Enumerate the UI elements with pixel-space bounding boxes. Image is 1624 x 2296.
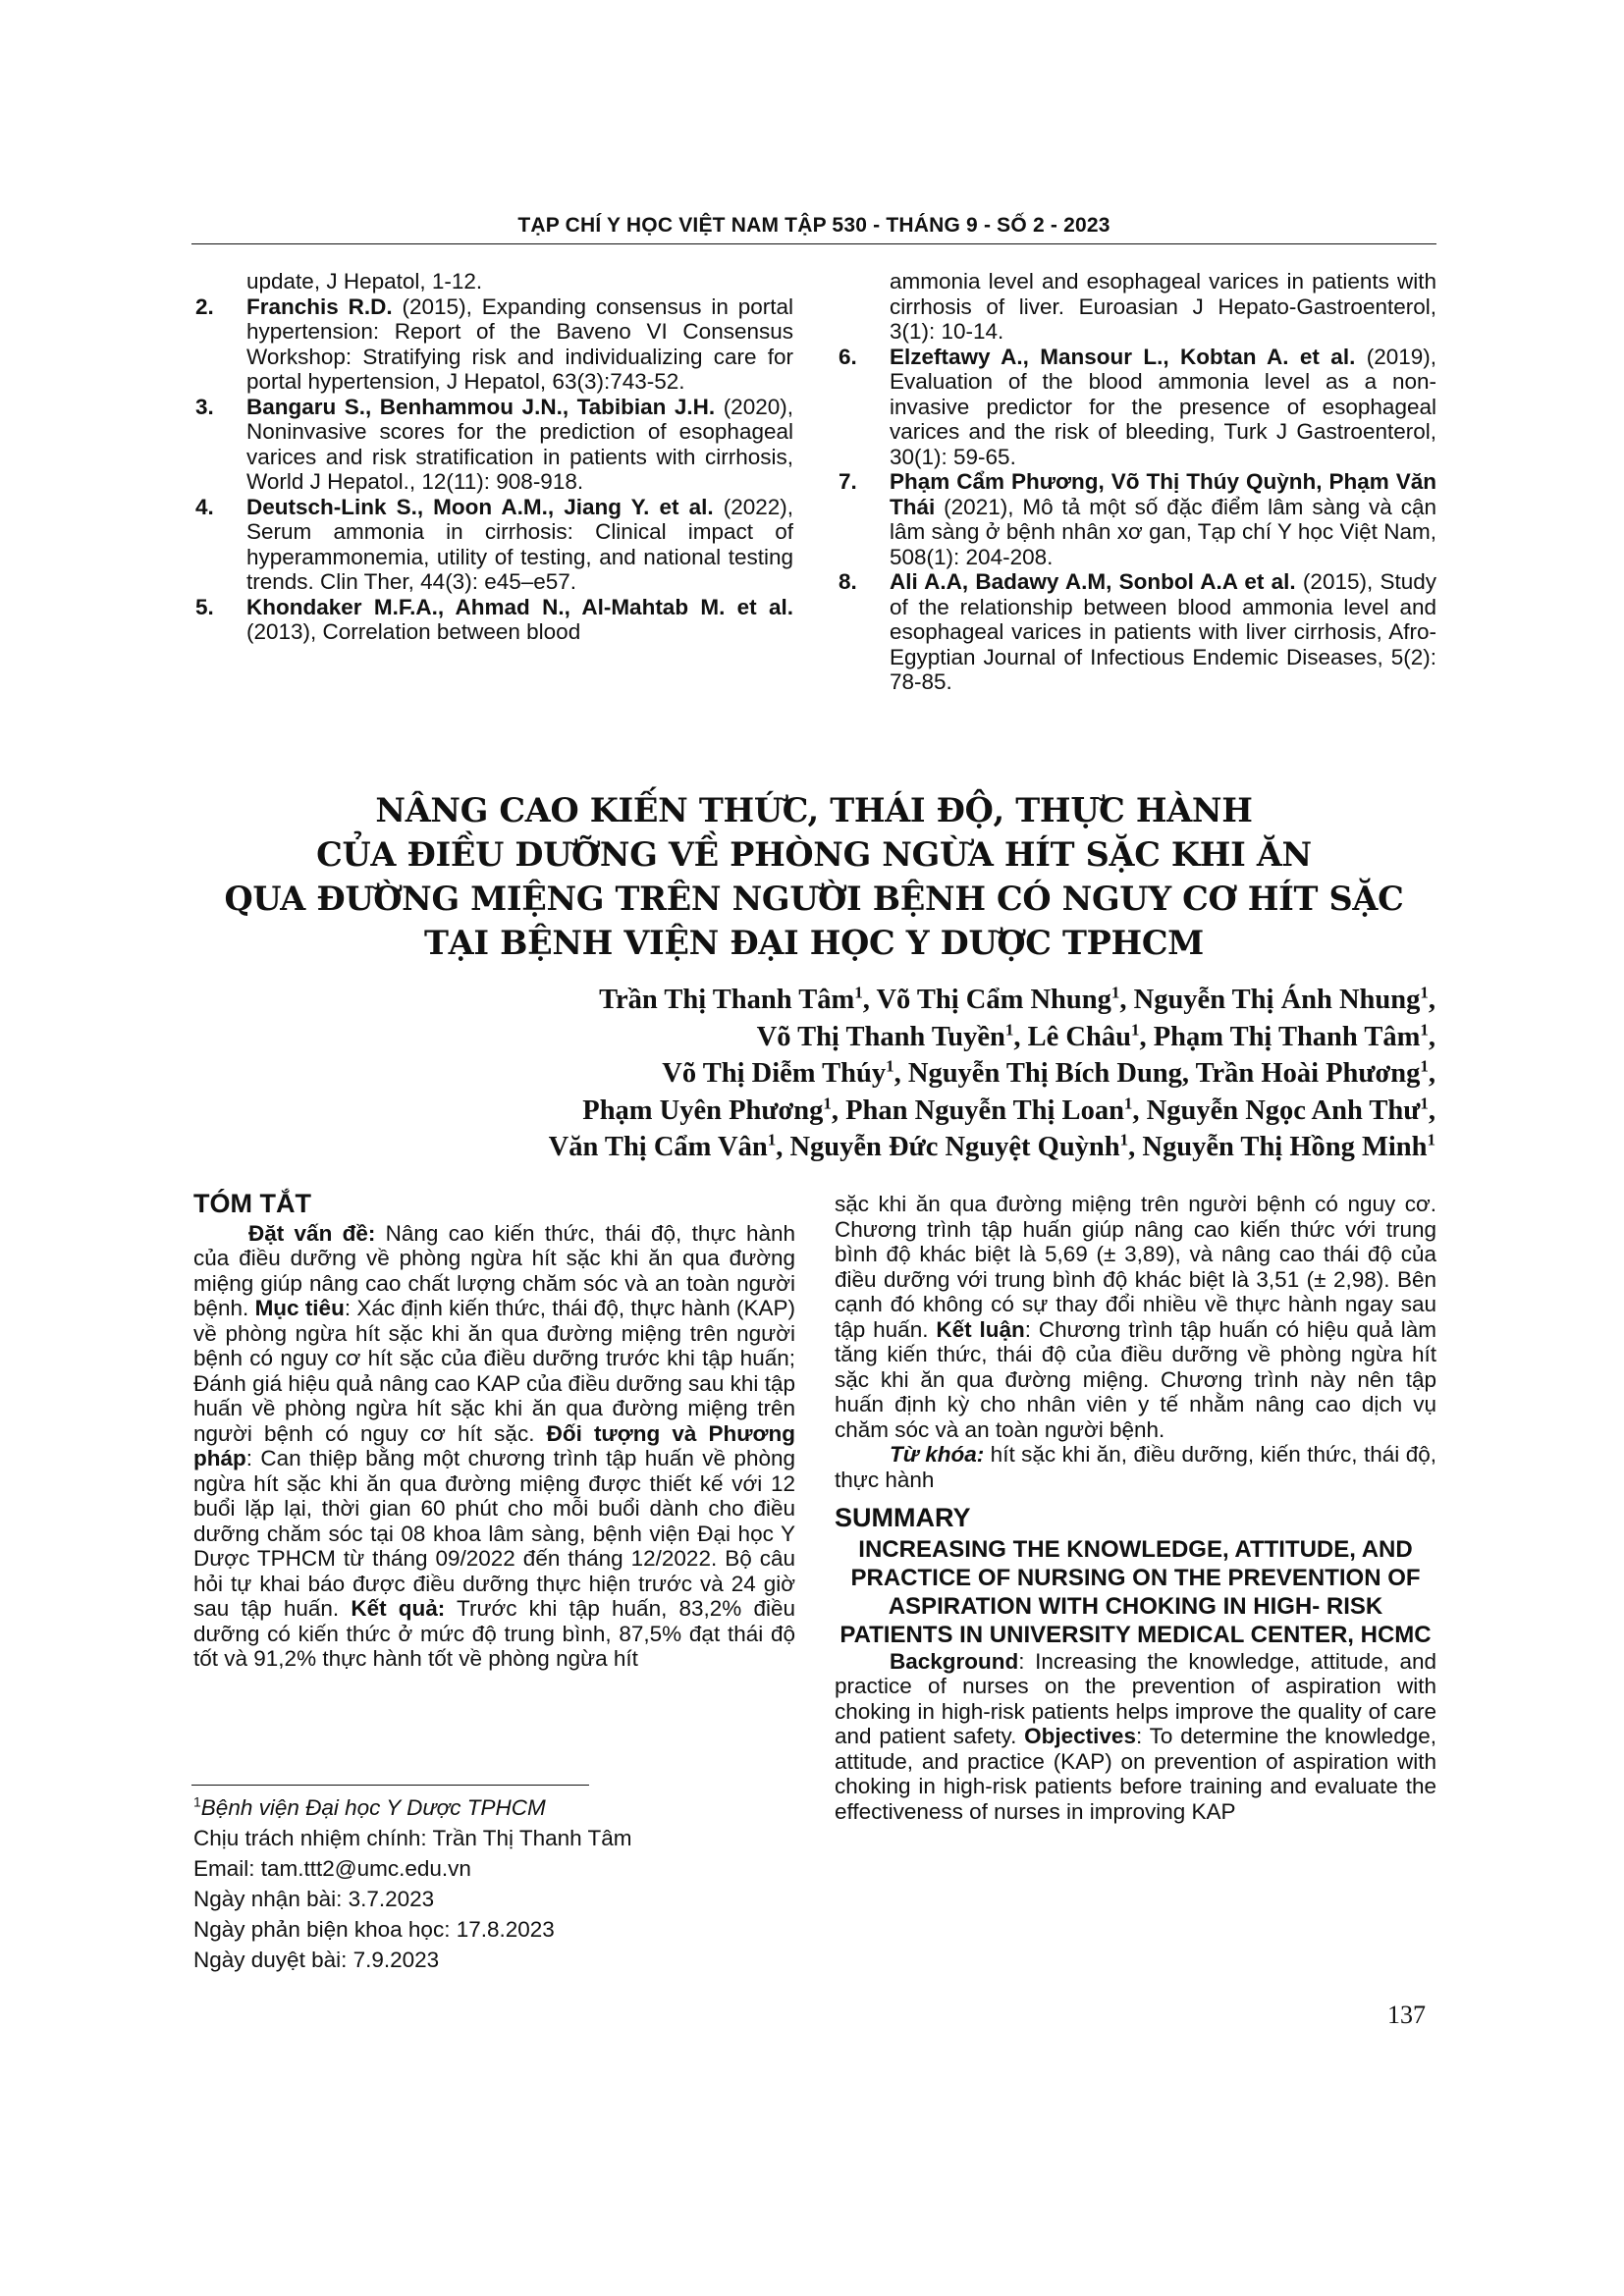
accepted-date: Ngày duyệt bài: 7.9.2023 [193, 1948, 440, 1972]
author-name: Nguyễn Ngọc Anh Thư [1146, 1095, 1421, 1126]
abstract-paragraph: sặc khi ăn qua đường miệng trên người bệnh có nguy cơ. Chương trình tập huấn giúp nâng cao kiến thức với trung bình độ khác biệt là 5,69 (± 3,89), và nâng cao thái độ của điều dưỡng với trung bình độ khác biệt là 3,51 (± 2,98). Bên cạnh đó không có sự thay đổi nhiều về thực hành ngay sau tập huấn. Kết luận: Chương trình tập huấn có hiệu quả làm tăng kiến thức, thái độ của điều dưỡng về phòng ngừa hít sặc khi ăn qua đường miệng. Chương trình này nên tập huấn định kỳ cho nhân viên y tế nhằm nâng cao dịch vụ chăm sóc và an toàn người bệnh. [835, 1192, 1436, 1442]
reference-item: 2. Franchis R.D. (2015), Expanding consensus in portal hypertension: Report of the Baveno VI Consensus Workshop: Stratifying risk and individualizing care for portal hypertension, J Hepatol, 63(3):743-52. [195, 294, 794, 394]
reference-item: 4. Deutsch-Link S., Moon A.M., Jiang Y. et al. (2022), Serum ammonia in cirrhosis: Clinical impact of hyperammonemia, utility of testing, and national testing trends. Clin Ther, 44(3): e45–e57. [195, 494, 793, 594]
footnote-rule [191, 1785, 589, 1786]
author-name: Phan Nguyễn Thị Loan [845, 1095, 1124, 1126]
received-date: Ngày nhận bài: 3.7.2023 [193, 1887, 435, 1911]
reference-authors: Khondaker M.F.A., Ahmad N., Al-Mahtab M. et al. [246, 594, 793, 619]
summary-paragraph: Background: Increasing the knowledge, attitude, and practice of nurses on the prevention of aspiration with choking in high-risk patients helps improve the quality of care and patient safety. Objectives: To determine the knowledge, attitude, and practice (KAP) on prevention of aspiration with choking in high-risk patients before training and evaluate the effectiveness of nurses in improving KAP [835, 1648, 1436, 1824]
reference-authors: Ali A.A, Badawy A.M, Sonbol A.A et al. [890, 569, 1296, 594]
corresponding-author: Chịu trách nhiệm chính: Trần Thị Thanh Tâm [193, 1826, 632, 1850]
author-name: Nguyễn Đức Nguyệt Quỳnh [789, 1132, 1120, 1162]
author-name: Trần Thị Thanh Tâm [599, 985, 855, 1015]
author-name: Võ Thị Thanh Tuyền [756, 1021, 1005, 1052]
affiliation-note: $^1$Bệnh viện Đại học Y Dược TPHCM [193, 1793, 546, 1820]
author-name: Nguyễn Thị Hồng Minh [1142, 1132, 1428, 1162]
author-name: Lê Châu [1027, 1021, 1131, 1052]
title-line: TẠI BỆNH VIỆN ĐẠI HỌC Y DƯỢC TPHCM [424, 924, 1204, 962]
author-name: Nguyễn Thị Ánh Nhung [1133, 985, 1421, 1015]
abstract-left [193, 1189, 796, 1672]
reference-authors: Phạm Cẩm Phương, Võ Thị Thúy Quỳnh, Phạm Văn Thái [890, 469, 1436, 519]
author-name: Phạm Uyên Phương [582, 1095, 824, 1126]
keywords: Từ khóa: hít sặc khi ăn, điều dưỡng, kiến thức, thái độ, thực hành [835, 1442, 1436, 1492]
reference-item: 5. Khondaker M.F.A., Ahmad N., Al-Mahtab M. et al. (2013), Correlation between blood [195, 594, 793, 644]
references-right [835, 269, 1436, 695]
author-name: Võ Thị Diễm Thúy [662, 1058, 887, 1089]
page-number: 137 [1387, 2001, 1426, 2029]
author-name: Nguyễn Thị Bích Dung [907, 1058, 1182, 1089]
abstract-heading: TÓM TẮT [193, 1189, 311, 1218]
reference-authors: Elzeftawy A., Mansour L., Kobtan A. et al. [890, 344, 1356, 369]
journal-header: TẠP CHÍ Y HỌC VIỆT NAM TẬP 530 - THÁNG 9 - SỐ 2 - 2023 [517, 214, 1110, 237]
reference-item: 8. Ali A.A, Badawy A.M, Sonbol A.A et al. (2015), Study of the relationship between blood ammonia level and esophageal varices in patients with liver cirrhosis, Afro-Egyptian Journal of Infectious Endemic Diseases, 5(2): 78-85. [839, 569, 1437, 694]
author-list: Trần Thị Thanh Tâm$^1$, Võ Thị Cẩm Nhung$^1$, Nguyễn Thị Ánh Nhung$^1$, Võ Thị Thanh Tuyền$^1$, Lê Châu$^1$, Phạm Thị Thanh Tâm$^1$, Võ Thị Diễm Thúy$^1$, Nguyễn Thị Bích Dung, Trần Hoài Phương$^1$, Phạm Uyên Phương$^1$, Phan Nguyễn Thị Loan$^1$, Nguyễn Ngọc Anh Thư$^1$, Văn Thị Cẩm Vân$^1$, Nguyễn Đức Nguyệt Quỳnh$^1$, Nguyễn Thị Hồng Minh$^1$ [548, 983, 1435, 1162]
summary-heading: SUMMARY [835, 1503, 971, 1532]
title-line: NÂNG CAO KIẾN THỨC, THÁI ĐỘ, THỰC HÀNH [375, 791, 1253, 829]
footnotes [193, 1792, 783, 1975]
references-left [191, 269, 793, 645]
reference-authors: Franchis R.D. [246, 294, 393, 319]
article-title [191, 788, 1436, 965]
reference-authors: Bangaru S., Benhammou J.N., Tabibian J.H. [246, 394, 716, 419]
reference-item: 6. Elzeftawy A., Mansour L., Kobtan A. et al. (2019), Evaluation of the blood ammonia level as a non-invasive predictor for the presence of esophageal varices and the risk of bleeding, Turk J Gastroenterol, 30(1): 59-65. [839, 344, 1437, 469]
reference-item: update, J Hepatol, 1-12. [246, 269, 483, 294]
reference-item: ammonia level and esophageal varices in patients with cirrhosis of liver. Euroasian J Hepato-Gastroenterol, 3(1): 10-14. [890, 269, 1436, 344]
abstract-right [835, 1192, 1436, 1824]
author-name: Trần Hoài Phương [1195, 1058, 1421, 1089]
title-line: QUA ĐƯỜNG MIỆNG TRÊN NGƯỜI BỆNH CÓ NGUY CƠ HÍT SẶC [224, 880, 1404, 918]
author-name: Văn Thị Cẩm Vân [548, 1132, 768, 1162]
reference-authors: Deutsch-Link S., Moon A.M., Jiang Y. et al. [246, 494, 714, 519]
author-name: Võ Thị Cẩm Nhung [876, 985, 1111, 1015]
author-name: Phạm Thị Thanh Tâm [1153, 1021, 1421, 1052]
header-rule [191, 243, 1436, 244]
title-line: CỦA ĐIỀU DƯỠNG VỀ PHÒNG NGỪA HÍT SẶC KHI ĂN [316, 835, 1312, 874]
reference-item: 7. Phạm Cẩm Phương, Võ Thị Thúy Quỳnh, Phạm Văn Thái (2021), Mô tả một số đặc điểm lâm sàng và cận lâm sàng ở bệnh nhân xơ gan, Tạp chí Y học Việt Nam, 508(1): 204-208. [839, 469, 1436, 569]
review-date: Ngày phản biện khoa học: 17.8.2023 [193, 1917, 555, 1942]
reference-item: 3. Bangaru S., Benhammou J.N., Tabibian J.H. (2020), Noninvasive scores for the prediction of esophageal varices and risk stratification in patients with cirrhosis, World J Hepatol., 12(11): 908-918. [195, 394, 793, 494]
summary-title: INCREASING THE KNOWLEDGE, ATTITUDE, AND PRACTICE OF NURSING ON THE PREVENTION OF ASPIRATION WITH CHOKING IN HIGH- RISK PATIENTS IN UNIVERSITY MEDICAL CENTER, HCMC [839, 1535, 1432, 1648]
abstract-paragraph: Đặt vấn đề: Nâng cao kiến thức, thái độ, thực hành của điều dưỡng về phòng ngừa hít sặc khi ăn qua đường miệng giúp nâng cao chất lượng chăm sóc và an toàn người bệnh. Mục tiêu: Xác định kiến thức, thái độ, thực hành (KAP) về phòng ngừa hít sặc khi ăn qua đường miệng trên người bệnh có nguy cơ hít sặc của điều dưỡng trước khi tập huấn; Đánh giá hiệu quả nâng cao KAP của điều dưỡng sau khi tập huấn về phòng ngừa hít sặc khi ăn qua đường miệng trên người bệnh có nguy cơ hít sặc. Đối tượng và Phương pháp: Can thiệp bằng một chương trình tập huấn về phòng ngừa hít sặc khi ăn qua đường miệng được thiết kế với 12 buổi lặp lại, thời gian 60 phút cho mỗi buổi dành cho điều dưỡng chăm sóc tại 08 khoa lâm sàng, bệnh viện Đại học Y Dược TPHCM từ tháng 09/2022 đến tháng 12/2022. Bộ câu hỏi tự khai báo được điều dưỡng thực hiện trước và 24 giờ sau tập huấn. Kết quả: Trước khi tập huấn, 83,2% điều dưỡng có kiến thức ở mức độ trung bình, 87,5% đạt thái độ tốt và 91,2% thực hành tốt về phòng ngừa hít [193, 1220, 796, 1671]
email-note: Email: tam.ttt2@umc.edu.vn [193, 1856, 471, 1881]
